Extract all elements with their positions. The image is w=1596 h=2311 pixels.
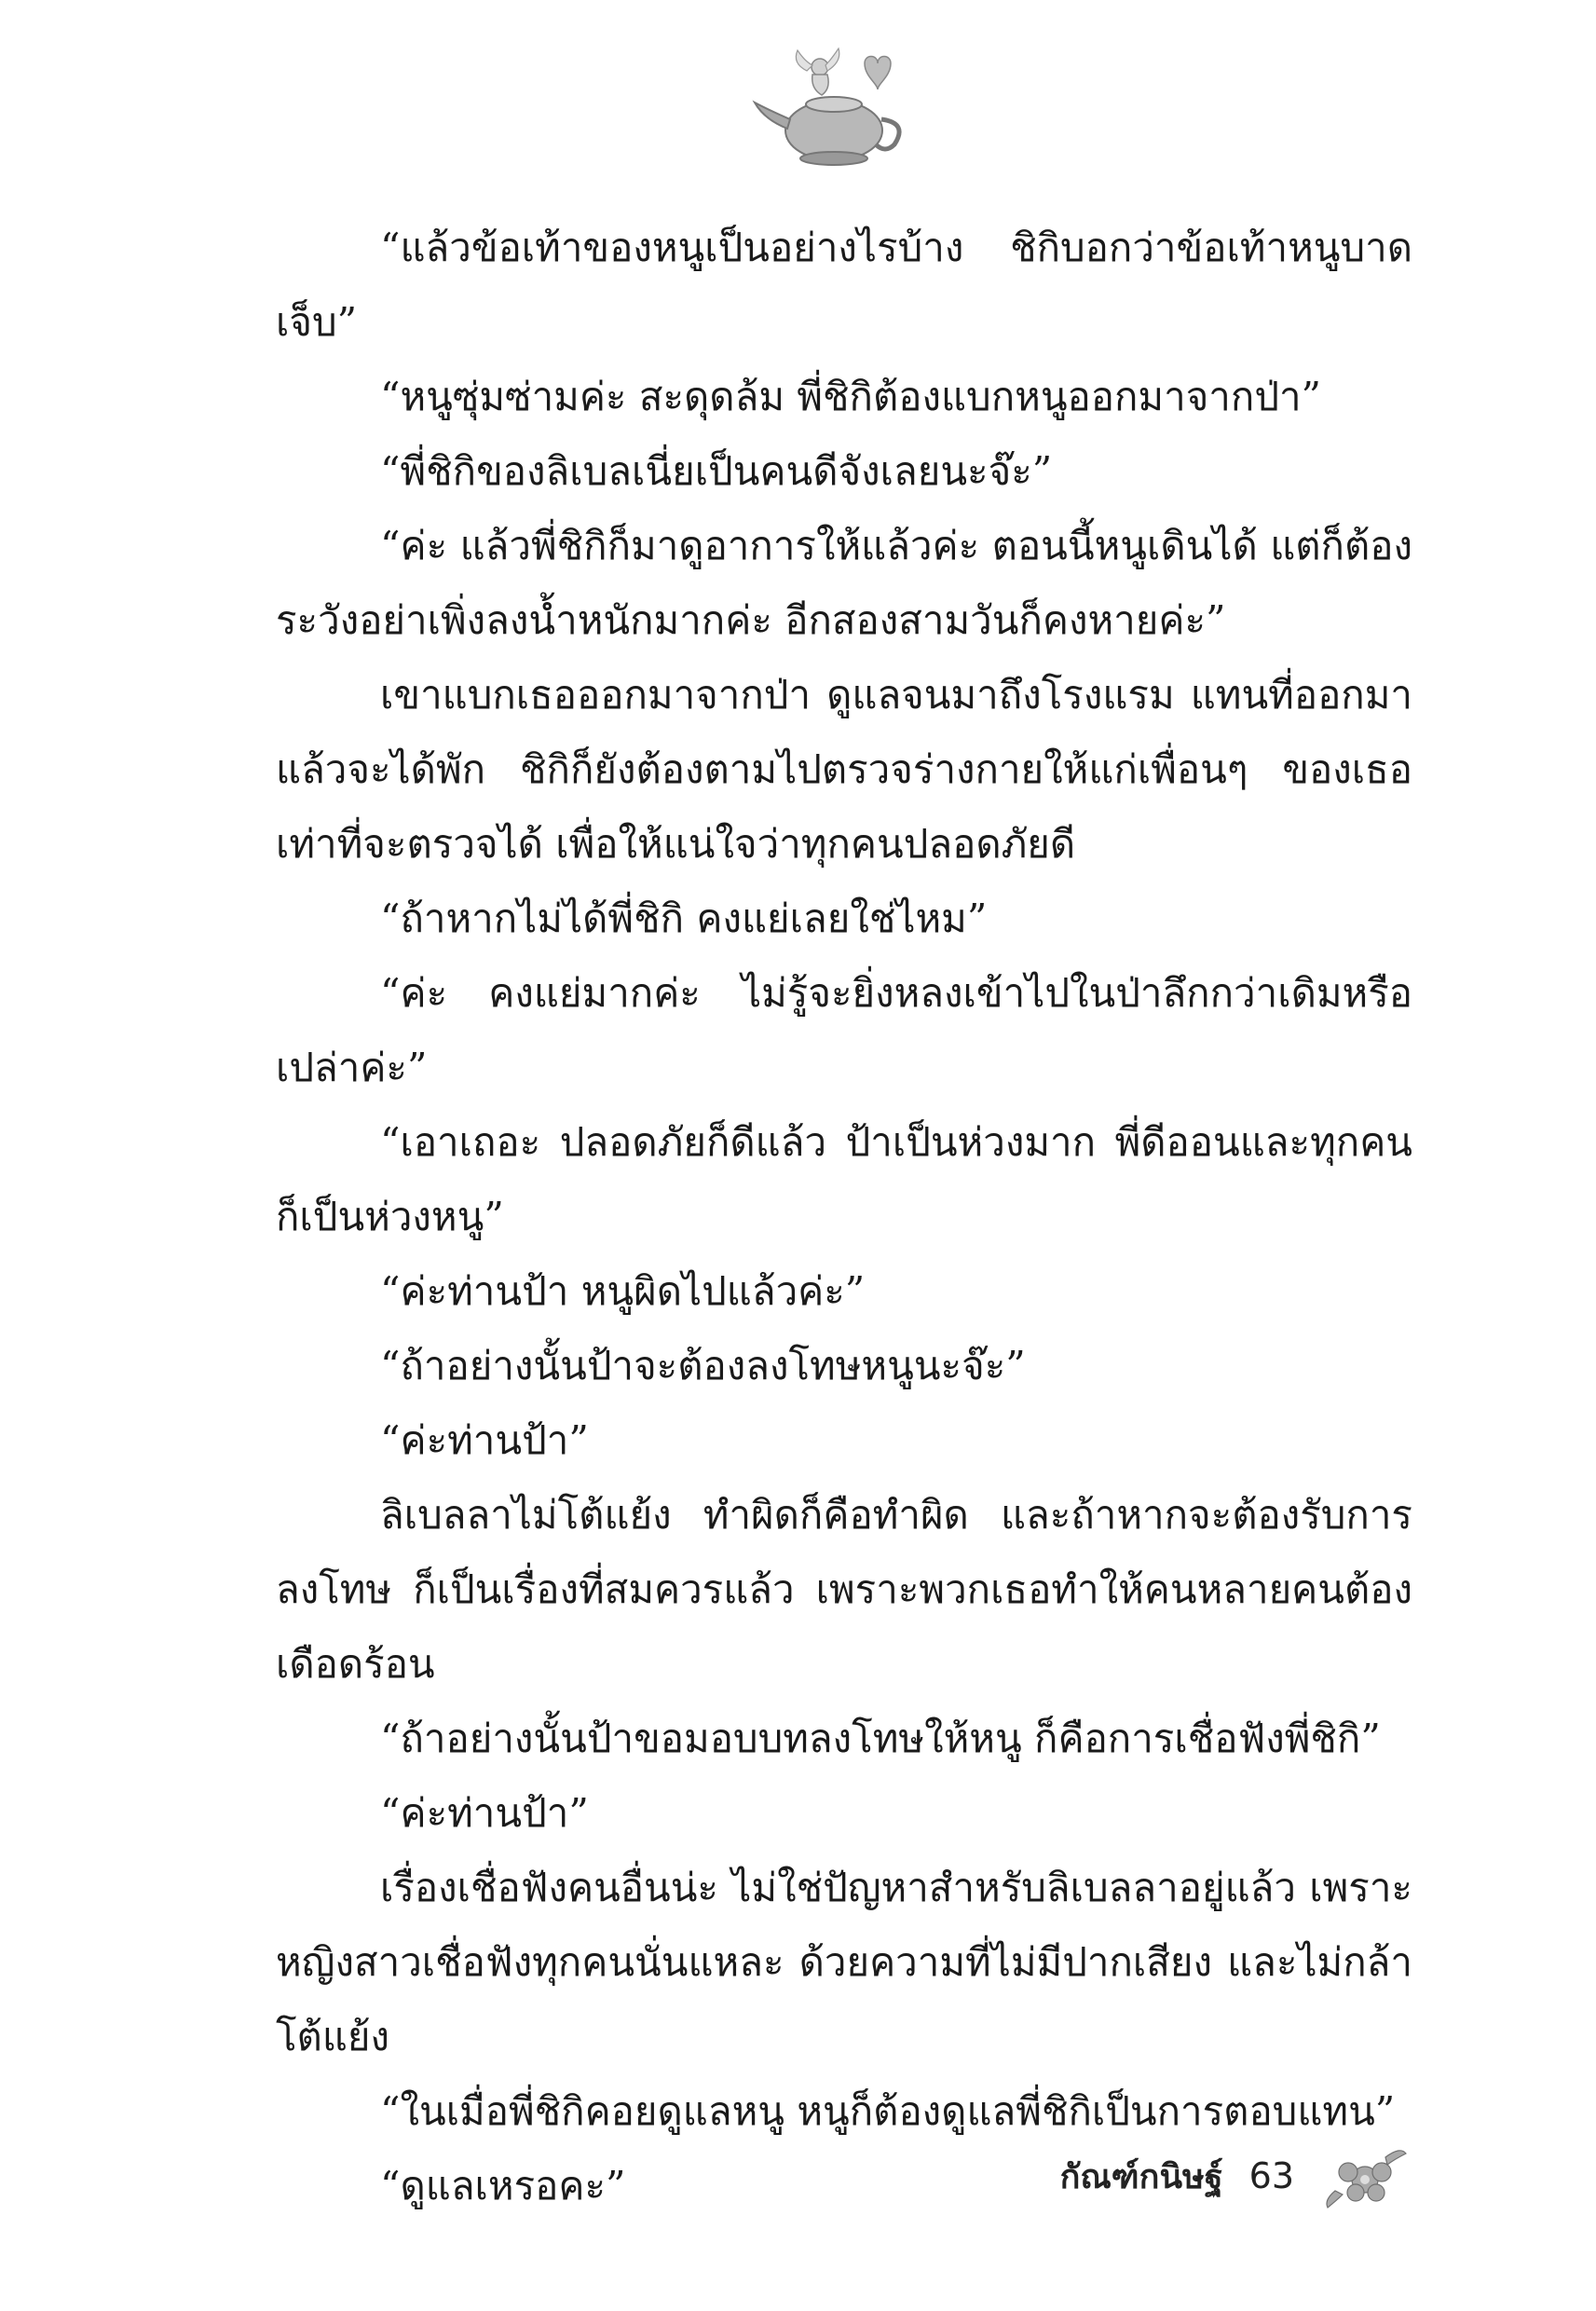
paragraph: “ถ้าอย่างนั้นป้าจะต้องลงโทษหนูนะจ๊ะ” <box>380 1343 1026 1388</box>
paragraph: “ค่ะ คงแย่มากค่ะ ไม่รู้จะยิ่งหลงเข้าไปในป่าลึกกว่าเดิมหรือเปล่าค่ะ” <box>276 970 1412 1090</box>
paragraph: “ในเมื่อพี่ชิกิคอยดูแลหนู หนูก็ต้องดูแลพี่ชิกิเป็นการตอบแทน” <box>380 2088 1396 2134</box>
paragraph: เขาแบกเธอออกมาจากป่า ดูแลจนมาถึงโรงแรม แทนที่ออกมาแล้วจะได้พัก ชิกิก็ยังต้องตามไปตรวจร่างกายให้แก่เพื่อนๆ ของเธอเท่าที่จะตรวจได้ เพื่อให้แน่ใจว่าทุกคนปลอดภัยดี <box>276 672 1412 867</box>
paragraph: เรื่องเชื่อฟังคนอื่นน่ะ ไม่ใช่ปัญหาสำหรับลิเบลลาอยู่แล้ว เพราะหญิงสาวเชื่อฟังทุกคนนั่นแหละ ด้วยความที่ไม่มีปากเสียง และไม่กล้าโต้แย้ง <box>276 1865 1412 2059</box>
book-title: กัณฑ์กนิษฐ์ <box>1059 2157 1223 2196</box>
paragraph: “ค่ะท่านป้า” <box>380 1790 589 1836</box>
paragraph: “ดูแลเหรอคะ” <box>380 2163 626 2208</box>
page-number: 63 <box>1248 2155 1294 2196</box>
flower-ornament-icon <box>1320 2139 1410 2213</box>
paragraph: “เอาเถอะ ปลอดภัยก็ดีแล้ว ป้าเป็นห่วงมาก พี่ดีออนและทุกคนก็เป็นห่วงหนู” <box>276 1119 1412 1239</box>
body-text <box>276 211 1412 2223</box>
paragraph: “หนูซุ่มซ่ามค่ะ สะดุดล้ม พี่ชิกิต้องแบกหนูออกมาจากป่า” <box>380 374 1322 419</box>
paragraph: “พี่ชิกิของลิเบลเนี่ยเป็นคนดีจังเลยนะจ๊ะ” <box>380 448 1053 494</box>
paragraph: “แล้วข้อเท้าของหนูเป็นอย่างไรบ้าง ชิกิบอกว่าข้อเท้าหนูบาดเจ็บ” <box>276 225 1412 345</box>
cupid-teapot-icon <box>745 37 913 177</box>
paragraph: “ค่ะ แล้วพี่ชิกิก็มาดูอาการให้แล้วค่ะ ตอนนี้หนูเดินได้ แต่ก็ต้องระวังอย่าเพิ่งลงน้ำหนักมากค่ะ อีกสองสามวันก็คงหายค่ะ” <box>276 523 1412 643</box>
paragraph: ลิเบลลาไม่โต้แย้ง ทำผิดก็คือทำผิด และถ้าหากจะต้องรับการลงโทษ ก็เป็นเรื่องที่สมควรแล้ว เพราะพวกเธอทำให้คนหลายคนต้องเดือดร้อน <box>276 1492 1412 1687</box>
page-footer <box>1060 2139 1410 2213</box>
paragraph: “ค่ะท่านป้า” <box>380 1417 589 1463</box>
paragraph: “ค่ะท่านป้า หนูผิดไปแล้วค่ะ” <box>380 1268 866 1314</box>
paragraph: “ถ้าอย่างนั้นป้าขอมอบบทลงโทษให้หนู ก็คือการเชื่อฟังพี่ชิกิ” <box>380 1716 1381 1761</box>
paragraph: “ถ้าหากไม่ได้พี่ชิกิ คงแย่เลยใช่ไหม” <box>380 896 988 941</box>
